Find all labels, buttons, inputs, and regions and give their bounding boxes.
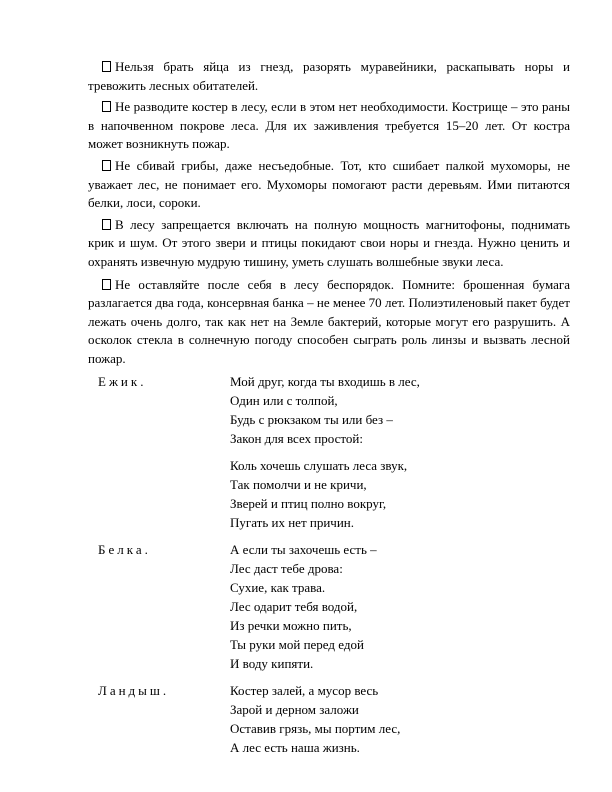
rule-text: Нельзя брать яйца из гнезд, разорять муравейники, раскапывать норы и тревожить лесных обитателей. [88, 59, 570, 93]
poem-line: Мой друг, когда ты входишь в лес, [230, 374, 420, 389]
poem-line: Лес одарит тебя водой, [230, 599, 358, 614]
poem-line: Закон для всех простой: [230, 431, 363, 446]
bullet-box-icon [102, 160, 111, 171]
poem-line: Один или с толпой, [230, 393, 338, 408]
rule-text: В лесу запрещается включать на полную мощность магнитофоны, поднимать крик и шум. От этого звери и птицы покидают свои норы и гнезда. Нужно ценить и охранять извечную мудрую тишину, уметь слушать волшебные звуки леса. [88, 216, 570, 269]
bullet-box-icon [102, 61, 111, 72]
poem-line: Оставив грязь, мы портим лес, [230, 721, 401, 736]
poem-line: Пугать их нет причин. [230, 515, 354, 530]
rule-paragraph [88, 58, 570, 95]
rule-paragraph [88, 157, 570, 213]
rule-paragraph [88, 276, 570, 369]
poem-line: И воду кипяти. [230, 656, 314, 671]
poem-line: Из речки можно пить, [230, 618, 352, 633]
poem-line: Зарой и дерном заложи [230, 702, 359, 717]
poem-line: Сухие, как трава. [230, 580, 326, 595]
bullet-box-icon [102, 279, 111, 290]
poem-section [98, 372, 568, 765]
rule-paragraph [88, 216, 570, 272]
stanza [230, 372, 568, 448]
poem-line: А если ты захочешь есть – [230, 542, 377, 557]
stanza [230, 540, 568, 673]
poem-block-hedgehog [98, 372, 568, 532]
stanza [230, 456, 568, 532]
poem-block-lily [98, 681, 568, 757]
poem-block-squirrel [98, 540, 568, 673]
bullet-box-icon [102, 101, 111, 112]
rule-text: Не сбивай грибы, даже несъедобные. Тот, кто сшибает палкой мухоморы, не уважает лес, не понимает его. Мухоморы помогают расти деревьям. Ими питаются белки, лоси, сороки. [88, 157, 570, 211]
speaker-name: Ландыш. [98, 683, 170, 698]
rules-section [88, 58, 570, 372]
rule-paragraph [88, 98, 570, 154]
stanza [230, 681, 568, 757]
poem-line: Лес даст тебе дрова: [230, 561, 343, 576]
poem-line: Зверей и птиц полно вокруг, [230, 496, 387, 511]
bullet-box-icon [102, 219, 111, 230]
poem-line: А лес есть наша жизнь. [230, 740, 360, 755]
speaker-name: Ежик. [98, 374, 147, 389]
poem-line: Костер залей, а мусор весь [230, 683, 379, 698]
poem-line: Коль хочешь слушать леса звук, [230, 458, 408, 473]
rule-text: Не разводите костер в лесу, если в этом нет необходимости. Кострище – это раны в напочвенном покрове леса. Для их заживления требуется 15–20 лет. От костра может возникнуть пожар. [88, 99, 570, 152]
speaker-name: Белка. [98, 542, 151, 557]
rule-text: Не оставляйте после себя в лесу беспорядок. Помните: брошенная бумага разлагается два года, консервная банка – не менее 70 лет. Полиэтиленовый пакет будет лежать очень долго, так как нет на Земле бактерий, которые могут его разрушить. А осколок стекла в солнечную погоду способен сыграть роль линзы и вызвать лесной пожар. [88, 276, 570, 366]
poem-line: Будь с рюкзаком ты или без – [230, 412, 393, 427]
poem-line: Ты руки мой перед едой [230, 637, 364, 652]
poem-line: Так помолчи и не кричи, [230, 477, 367, 492]
